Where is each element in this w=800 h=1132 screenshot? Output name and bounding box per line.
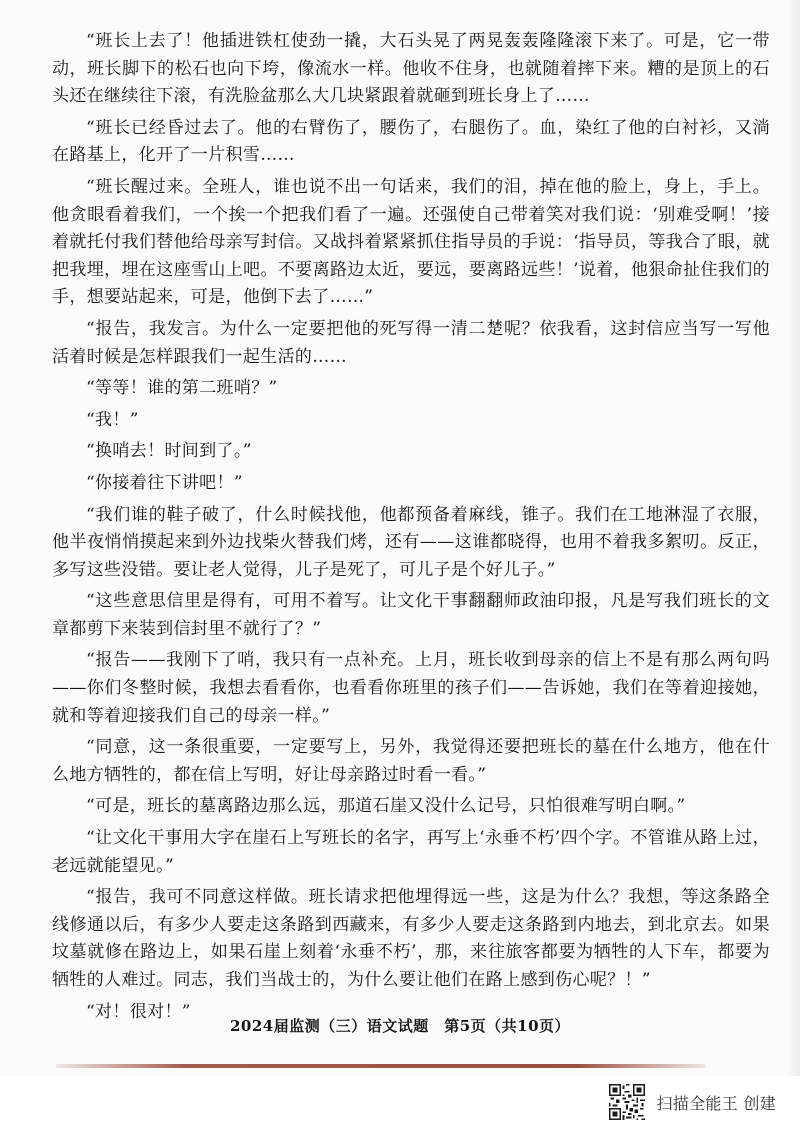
paragraph: “你接着往下讲吧！” bbox=[86, 472, 243, 493]
paragraph: “报告，我可不同意这样做。班长请求把他埋得远一些，这是为什么？我想，等这条路全线修通以后，有多少人要走这条路到西藏来，有多少人要走这条路到内地去，到北京去。如果坟墓就修在路边上，如果石崖上刻着‘永垂不朽’，那，来往旅客都要为牺牲的人下车，都要为牺牲的人难过。同志，我们当战士的，为什么要让他们在路上感到伤心呢？！” bbox=[52, 887, 770, 990]
qr-code-icon bbox=[609, 1084, 645, 1120]
paragraph: “等等！谁的第二班哨？” bbox=[86, 378, 278, 399]
paragraph: “这些意思信里是得有，可用不着写。让文化干事翻翻师政油印报，凡是写我们班长的文章都剪下来装到信封里不就行了？” bbox=[52, 591, 770, 639]
paragraph: “换哨去！时间到了。” bbox=[86, 441, 252, 462]
paragraph: “报告——我刚下了哨，我只有一点补充。上月，班长收到母亲的信上不是有那么两句吗——你们冬整时候，我想去看看你，也看看你班里的孩子们——告诉她，我们在等着迎接她，就和等着迎接我们自己的母亲一样。” bbox=[52, 650, 770, 726]
watermark-label: 扫描全能王 创建 bbox=[656, 1093, 776, 1113]
paragraph: “班长醒过来。全班人，谁也说不出一句话来，我们的泪，掉在他的脸上，身上，手上。他贪眼看着我们，一个挨一个把我们看了一遍。还强使自己带着笑对我们说：‘别难受啊！’接着就托付我们替他给母亲写封信。又战抖着紧紧抓住指导员的手说：‘指导员，等我合了眼，就把我埋，埋在这座雪山上吧。不要离路边太近，要远，要离路远些！’说着，他狠命扯住我们的手，想要站起来，可是，他倒下去了……” bbox=[52, 176, 770, 308]
bottom-divider bbox=[56, 1064, 706, 1068]
paragraph: “对！很对！” bbox=[86, 1001, 191, 1022]
paragraph: “同意，这一条很重要，一定要写上，另外，我觉得还要把班长的墓在什么地方，他在什么地方牺牲的，都在信上写明，好让母亲路过时看一看。” bbox=[52, 737, 770, 785]
paragraph: “我们谁的鞋子破了，什么时候找他，他都预备着麻线，锥子。我们在工地淋湿了衣服，他半夜悄悄摸起来到外边找柴火替我们烤，还有——这谁都晓得，也用不着我多絮叨。反正，多写这些没错。要让老人觉得，儿子是死了，可儿子是个好儿子。” bbox=[52, 504, 770, 580]
page-footer-title: 2024届监测（三）语文试题 第5页（共10页） bbox=[229, 1017, 571, 1035]
article-body bbox=[52, 28, 770, 1030]
scanner-watermark bbox=[609, 1084, 777, 1120]
paragraph: “让文化干事用大字在崖石上写班长的名字，再写上‘永垂不朽’四个字。不管谁从路上过，老远就能望见。” bbox=[52, 828, 770, 876]
paragraph: “班长已经昏过去了。他的右臂伤了，腰伤了，右腿伤了。血，染红了他的白衬衫，又淌在路基上，化开了一片积雪…… bbox=[52, 117, 770, 166]
paragraph: “报告，我发言。为什么一定要把他的死写得一清二楚呢？依我看，这封信应当写一写他活着时候是怎样跟我们一起生活的…… bbox=[52, 318, 770, 367]
paragraph: “可是，班长的墓离路边那么远，那道石崖又没什么记号，只怕很难写明白啊。” bbox=[86, 796, 686, 817]
paragraph: “我！” bbox=[86, 409, 139, 430]
paragraph: “班长上去了！他插进铁杠使劲一撬，大石头晃了两晃轰轰隆隆滚下来了。可是，它一带动，班长脚下的松石也向下垮，像流水一样。他收不住身，也就随着摔下来。糟的是顶上的石头还在继续往下滚，有洗脸盆那么大几块紧跟着就砸到班长身上了…… bbox=[52, 31, 770, 107]
page-edge-shadow bbox=[786, 0, 800, 1076]
